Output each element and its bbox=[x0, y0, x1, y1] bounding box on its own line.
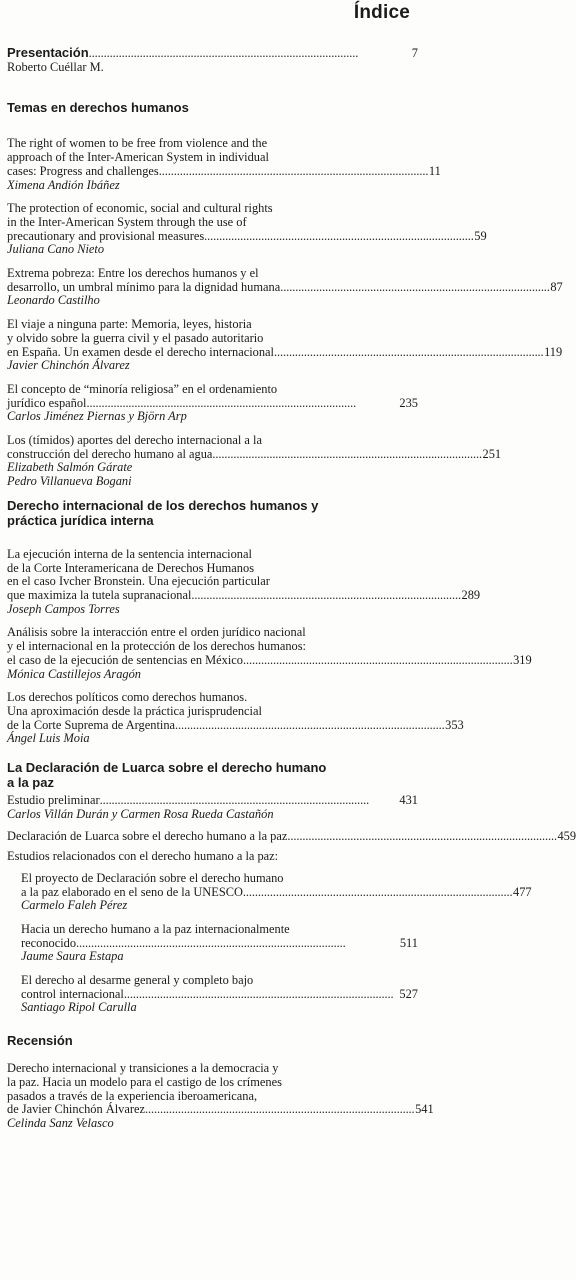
toc-line-text: de Javier Chinchón Álvarez bbox=[7, 1102, 145, 1117]
section-temas bbox=[7, 100, 563, 489]
toc-line: El viaje a ninguna parte: Memoria, leyes, historia bbox=[7, 317, 252, 332]
toc-line-text: a la paz elaborado en el seno de la UNESCO bbox=[21, 884, 243, 899]
toc-entry bbox=[7, 850, 418, 864]
section-heading-line: Recensión bbox=[7, 1033, 73, 1049]
page-number: 289 bbox=[461, 587, 481, 602]
toc-line: The right of women to be free from violence and the bbox=[7, 136, 268, 151]
toc-line-text: desarrollo, un umbral mínimo para la dignidad humana bbox=[7, 279, 281, 294]
toc-line bbox=[7, 717, 464, 733]
toc-line: La ejecución interna de la sentencia internacional bbox=[7, 546, 252, 561]
toc-entry bbox=[7, 974, 418, 1015]
toc-line: Los derechos políticos como derechos humanos. bbox=[7, 690, 248, 705]
section-heading bbox=[7, 498, 418, 528]
toc-entry bbox=[7, 383, 418, 424]
toc-entry bbox=[7, 625, 532, 681]
toc-line-text: cases: Progress and challenges bbox=[7, 163, 159, 178]
leader-dots bbox=[191, 589, 459, 603]
toc-entry bbox=[7, 136, 441, 192]
toc-line bbox=[7, 587, 481, 603]
entry-author: Mónica Castillejos Aragón bbox=[7, 666, 142, 681]
leader-dots bbox=[212, 448, 480, 462]
entry-author: Ángel Luis Moia bbox=[7, 731, 90, 746]
leader-dots bbox=[159, 165, 427, 179]
toc-line: pasados a través de la experiencia iberoamericana, bbox=[7, 1088, 258, 1103]
toc-line: approach of the Inter-American System in individual bbox=[7, 150, 269, 165]
leader-dots bbox=[145, 1103, 413, 1117]
page-number: 319 bbox=[513, 652, 532, 667]
leader-dots bbox=[175, 719, 443, 733]
toc-line-text: control internacional bbox=[21, 986, 124, 1001]
toc-line: la paz. Hacia un modelo para el castigo de los crímenes bbox=[7, 1074, 282, 1089]
table-of-contents bbox=[7, 45, 576, 1141]
page-number: 459 bbox=[557, 829, 576, 844]
entry-author: Jaume Saura Estapa bbox=[21, 949, 124, 964]
section-heading-line: práctica jurídica interna bbox=[7, 512, 154, 528]
page-number: 541 bbox=[415, 1102, 434, 1117]
toc-line: Una aproximación desde la práctica jurisprudencial bbox=[7, 703, 262, 718]
entry-author: Carlos Jiménez Piernas y Björn Arp bbox=[7, 409, 187, 424]
leader-dots bbox=[124, 988, 398, 1002]
toc-line bbox=[7, 794, 418, 808]
toc-line-text: precautionary and provisional measures bbox=[7, 228, 205, 243]
toc-line bbox=[7, 163, 441, 179]
leader-dots bbox=[100, 794, 398, 808]
page-number: 353 bbox=[445, 717, 464, 732]
section-heading-line: Temas en derechos humanos bbox=[7, 100, 189, 116]
toc-line: Los (tímidos) aportes del derecho internacional a la bbox=[7, 433, 262, 448]
toc-line: Estudios relacionados con el derecho humano a la paz: bbox=[7, 849, 279, 864]
toc-line-text: Estudio preliminar bbox=[7, 793, 100, 808]
toc-entry bbox=[7, 870, 532, 913]
entry-author: Carlos Villán Durán y Carmen Rosa Rueda Castañón bbox=[7, 806, 274, 821]
section-recension bbox=[7, 1033, 434, 1131]
toc-line bbox=[7, 652, 532, 668]
toc-line-text: en España. Un examen desde el derecho internacional bbox=[7, 344, 274, 359]
section-heading bbox=[7, 760, 418, 790]
toc-line-text: de la Corte Suprema de Argentina bbox=[7, 717, 176, 732]
toc-entry bbox=[7, 546, 481, 617]
toc-entry bbox=[7, 1061, 434, 1131]
page-number: 477 bbox=[513, 884, 532, 899]
toc-line bbox=[21, 937, 418, 951]
section-heading-line: a la paz bbox=[7, 775, 54, 791]
toc-entry bbox=[7, 433, 502, 489]
toc-line bbox=[7, 1102, 434, 1117]
entry-author: Leonardo Castilho bbox=[7, 293, 100, 308]
toc-line: El concepto de “minoría religiosa” en el ordenamiento bbox=[7, 381, 278, 396]
leader-dots bbox=[243, 886, 511, 900]
toc-entry bbox=[7, 690, 464, 746]
toc-line: El derecho al desarme general y completo bajo bbox=[21, 973, 254, 988]
toc-entry bbox=[7, 317, 563, 373]
section-heading bbox=[7, 1033, 418, 1048]
page-number: 251 bbox=[482, 446, 502, 461]
leader-dots bbox=[204, 230, 472, 244]
section-derecho-internacional bbox=[7, 497, 532, 746]
entry-author: Santiago Ripol Carulla bbox=[21, 1000, 137, 1015]
section-heading bbox=[7, 100, 418, 115]
toc-line: de la Corte Interamericana de Derechos Humanos bbox=[7, 560, 255, 575]
entry-author: Pedro Villanueva Bogani bbox=[7, 474, 132, 489]
section-declaracion-luarca bbox=[7, 760, 576, 1015]
toc-line: Análisis sobre la interacción entre el orden jurídico nacional bbox=[7, 625, 306, 640]
toc-line: Derecho internacional y transiciones a la democracia y bbox=[7, 1061, 279, 1076]
toc-line bbox=[7, 46, 418, 61]
toc-line: in the Inter-American System through the use of bbox=[7, 214, 247, 229]
leader-dots bbox=[89, 47, 410, 61]
page-number: 511 bbox=[399, 935, 418, 950]
toc-entry-presentacion bbox=[7, 46, 418, 74]
toc-line: en el caso Ivcher Bronstein. Una ejecución particular bbox=[7, 574, 270, 589]
presentacion-author: Roberto Cuéllar M. bbox=[7, 59, 104, 74]
toc-line: y olvido sobre la guerra civil y el pasado autoritario bbox=[7, 330, 264, 345]
toc-line: The protection of economic, social and cultural rights bbox=[7, 201, 273, 216]
entry-author: Juliana Cano Nieto bbox=[7, 242, 105, 257]
entry-author: Javier Chinchón Álvarez bbox=[7, 358, 130, 373]
section-heading-line: La Declaración de Luarca sobre el derecho humano bbox=[7, 760, 327, 776]
toc-line-text: reconocido bbox=[21, 935, 77, 950]
toc-line bbox=[7, 228, 487, 244]
toc-line-text: construcción del derecho humano al agua bbox=[7, 446, 213, 461]
toc-entry bbox=[7, 201, 487, 257]
entry-author: Elizabeth Salmón Gárate bbox=[7, 460, 133, 475]
page-number: 431 bbox=[399, 793, 418, 808]
leader-dots bbox=[274, 346, 542, 360]
toc-line: El proyecto de Declaración sobre el derecho humano bbox=[21, 870, 284, 885]
toc-entry bbox=[7, 923, 418, 964]
page-number: 527 bbox=[399, 986, 418, 1001]
page-number: 235 bbox=[399, 395, 418, 410]
toc-line-text: jurídico español bbox=[7, 395, 87, 410]
toc-line bbox=[21, 884, 532, 900]
leader-dots bbox=[280, 281, 548, 295]
leader-dots bbox=[76, 937, 398, 951]
toc-line bbox=[21, 988, 418, 1002]
toc-line bbox=[7, 344, 563, 360]
toc-entry bbox=[7, 266, 563, 308]
toc-line bbox=[7, 446, 502, 462]
toc-line-text: el caso de la ejecución de sentencias en México bbox=[7, 652, 244, 667]
toc-line: Extrema pobreza: Entre los derechos humanos y el bbox=[7, 266, 259, 281]
toc-line-text: que maximiza la tutela supranacional bbox=[7, 587, 192, 602]
entry-author: Joseph Campos Torres bbox=[7, 601, 120, 616]
toc-entry bbox=[7, 829, 576, 844]
page-number: 11 bbox=[428, 163, 441, 178]
leader-dots bbox=[87, 397, 398, 411]
leader-dots bbox=[287, 830, 555, 844]
page-number: 59 bbox=[474, 228, 487, 243]
page-title: Índice bbox=[353, 2, 410, 23]
page-number: 7 bbox=[411, 46, 418, 60]
leader-dots bbox=[243, 654, 511, 668]
toc-line-text: Declaración de Luarca sobre el derecho humano a la paz bbox=[7, 829, 288, 844]
entry-author: Celinda Sanz Velasco bbox=[7, 1115, 114, 1130]
presentacion-title: Presentación bbox=[7, 45, 89, 60]
toc-entry bbox=[7, 794, 418, 821]
toc-line bbox=[7, 397, 418, 411]
section-heading-line: Derecho internacional de los derechos humanos y bbox=[7, 497, 319, 513]
toc-line bbox=[7, 829, 576, 844]
page-number: 87 bbox=[550, 279, 563, 294]
toc-line bbox=[7, 279, 563, 295]
toc-line: y el internacional en la protección de los derechos humanos: bbox=[7, 639, 306, 654]
toc-line: Hacia un derecho humano a la paz internacionalmente bbox=[21, 921, 290, 936]
page-number: 119 bbox=[544, 344, 563, 359]
entry-author: Ximena Andión Ibáñez bbox=[7, 177, 120, 192]
entry-author: Carmelo Faleh Pérez bbox=[21, 898, 128, 913]
